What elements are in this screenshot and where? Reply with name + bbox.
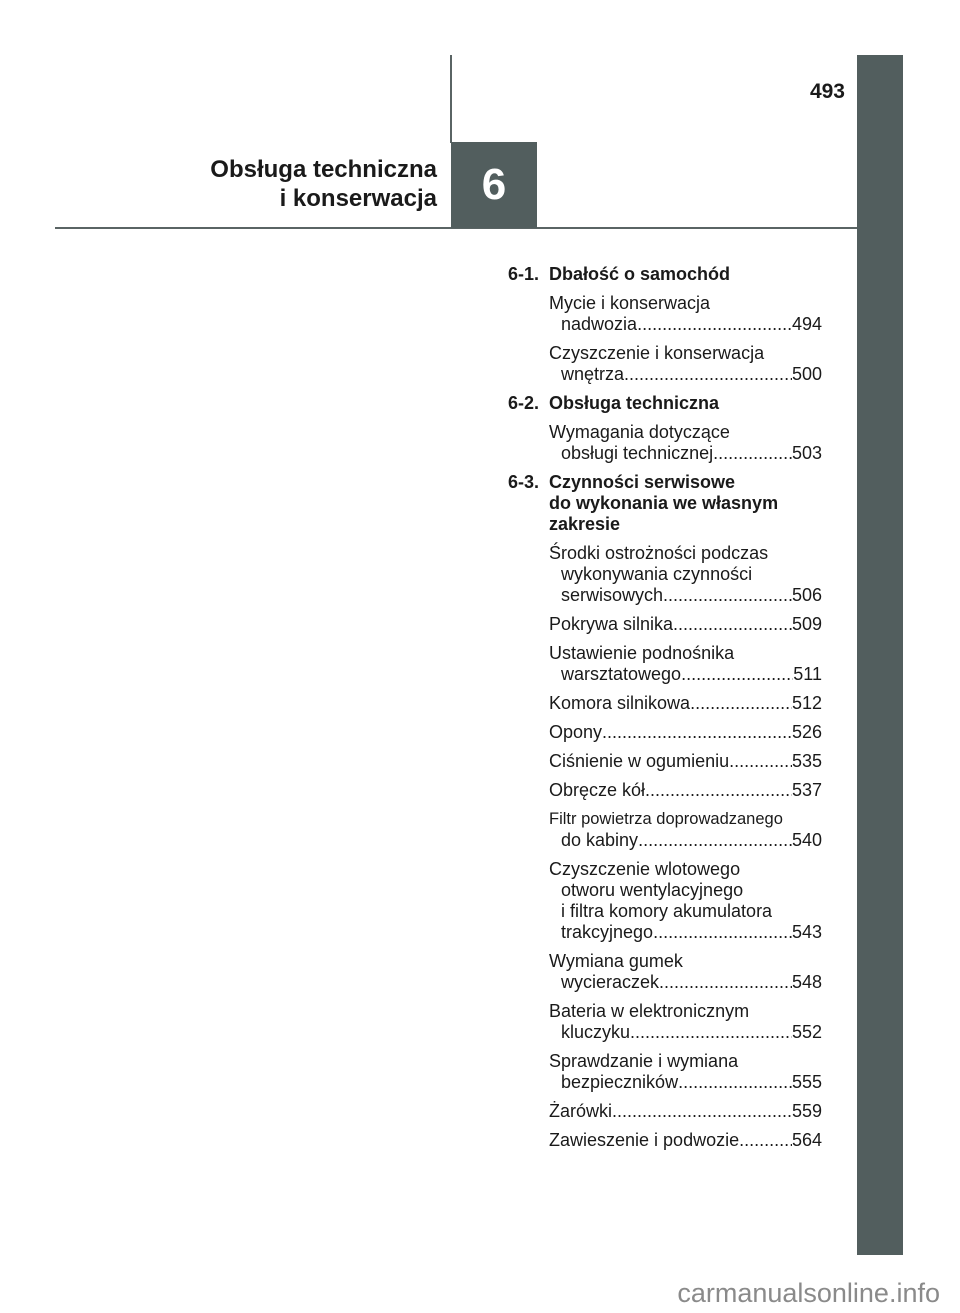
toc-entry-text: Czyszczenie wlotowego [549, 859, 741, 879]
section-title-line: zakresie [549, 514, 621, 534]
toc-entry[interactable] [549, 1001, 822, 1043]
toc-entry[interactable] [549, 343, 822, 385]
toc-entry-text: Bateria w elektronicznym [549, 1001, 750, 1021]
toc-entry[interactable] [549, 543, 822, 606]
toc-entry-text: Opony [549, 722, 603, 742]
toc-entry-last-line [549, 780, 822, 801]
toc-page-number[interactable]: 548 [791, 972, 822, 992]
toc-entry-text: serwisowych [561, 585, 664, 605]
toc-page-number[interactable]: 540 [791, 830, 822, 850]
chapter-title [210, 155, 437, 213]
toc-entry-text: i filtra komory akumulatora [561, 901, 773, 921]
dot-leader [612, 1101, 792, 1122]
dot-leader [681, 664, 793, 685]
toc-entry-last-line [549, 1072, 822, 1093]
toc-entry-last-line [549, 722, 822, 743]
section-number: 6-2. [508, 393, 540, 413]
dot-leader [729, 751, 792, 772]
chapter-side-tab [857, 55, 903, 1255]
toc-entry-text: kluczyku [561, 1022, 631, 1042]
toc-entry[interactable] [549, 951, 822, 993]
toc-entry-text: Wymagania dotyczące [549, 422, 730, 442]
toc-entry[interactable] [549, 1101, 822, 1122]
dot-leader [638, 830, 792, 851]
toc-entry[interactable] [549, 809, 822, 851]
dot-leader [624, 364, 792, 385]
toc-entry-text: bezpieczników [561, 1072, 679, 1092]
toc-entry-text: Żarówki [549, 1101, 613, 1121]
toc-entry[interactable] [549, 859, 822, 943]
toc-entry-text: wycieraczek [561, 972, 660, 992]
toc-entry-text: Komora silnikowa [549, 693, 691, 713]
toc-entry[interactable] [549, 614, 822, 635]
toc-entry-text: otworu wentylacyjnego [561, 880, 744, 900]
section-title-line: do wykonania we własnym [549, 493, 779, 513]
toc-entry-text: warsztatowego [561, 664, 682, 684]
toc-entry[interactable] [549, 643, 822, 685]
toc-page-number[interactable]: 494 [791, 314, 822, 334]
toc-entry-last-line [549, 922, 822, 943]
page-number: 493 [809, 80, 845, 103]
toc-entry-last-line [549, 751, 822, 772]
toc-entry-text: Ustawienie podnośnika [549, 643, 735, 663]
toc-entry-last-line [549, 614, 822, 635]
dot-leader [739, 1130, 792, 1151]
toc-entry-text: Czyszczenie i konserwacja [549, 343, 765, 363]
dot-leader [637, 314, 792, 335]
toc-entry-last-line [549, 1130, 822, 1151]
toc-page-number[interactable]: 506 [791, 585, 822, 605]
toc-entry-last-line [549, 364, 822, 385]
toc-entry-text: Zawieszenie i podwozie [549, 1130, 740, 1150]
toc-entry-text: Filtr powietrza doprowadzanego [549, 810, 783, 828]
toc-entry-text: trakcyjnego [561, 922, 654, 942]
toc-entry-last-line [549, 693, 822, 714]
chapter-number-box: 6 [451, 142, 537, 228]
toc-section-heading[interactable] [508, 393, 822, 414]
toc-page-number[interactable]: 526 [791, 722, 822, 742]
toc-entry[interactable] [549, 1051, 822, 1093]
toc-entry[interactable] [549, 1130, 822, 1151]
section-number: 6-3. [508, 472, 540, 492]
section-number: 6-1. [508, 264, 540, 284]
toc-page-number[interactable]: 555 [791, 1072, 822, 1092]
toc-entry-text: nadwozia [561, 314, 638, 334]
toc-entry-last-line [549, 443, 822, 464]
toc-entry-text: Środki ostrożności podczas [549, 543, 769, 563]
toc-page-number[interactable]: 552 [791, 1022, 822, 1042]
toc-section-heading[interactable] [508, 264, 822, 285]
toc-entry-text: Ciśnienie w ogumieniu [549, 751, 730, 771]
toc-entry-last-line [549, 585, 822, 606]
dot-leader [678, 1072, 792, 1093]
section-title [549, 264, 730, 285]
toc-entry-text: obsługi technicznej [561, 443, 714, 463]
dot-leader [602, 722, 792, 743]
toc-section-heading[interactable] [508, 472, 822, 535]
toc-entry[interactable] [549, 751, 822, 772]
toc-entry-last-line [549, 1101, 822, 1122]
toc-entry-text: Sprawdzanie i wymiana [549, 1051, 739, 1071]
chapter-title-line-1: Obsługa techniczna [210, 156, 437, 183]
toc-entry-text: Mycie i konserwacja [549, 293, 711, 313]
toc-page-number[interactable]: 535 [791, 751, 822, 771]
toc-entry-last-line [549, 314, 822, 335]
toc-entry-last-line [549, 972, 822, 993]
chapter-title-line-2: i konserwacja [279, 185, 437, 212]
table-of-contents [508, 264, 822, 1151]
dot-leader [663, 585, 792, 606]
toc-page-number[interactable]: 500 [791, 364, 822, 384]
toc-entry[interactable] [549, 293, 822, 335]
dot-leader [630, 1022, 792, 1043]
section-title [549, 393, 719, 414]
dot-leader [690, 693, 792, 714]
toc-page-number[interactable]: 543 [791, 922, 822, 942]
toc-entry-last-line [549, 664, 822, 685]
toc-entry-last-line [549, 1022, 822, 1043]
dot-leader [653, 922, 792, 943]
section-title-line: Obsługa techniczna [549, 393, 720, 413]
toc-page-number[interactable]: 537 [791, 780, 822, 800]
toc-page-number[interactable]: 511 [793, 664, 822, 684]
toc-page-number[interactable]: 509 [791, 614, 822, 634]
toc-entry[interactable] [549, 422, 822, 464]
toc-page-number[interactable]: 559 [791, 1101, 822, 1121]
toc-page-number[interactable]: 512 [791, 693, 822, 713]
toc-entry[interactable] [549, 693, 822, 714]
toc-entry-text: Wymiana gumek [549, 951, 683, 971]
header-vertical-divider [450, 55, 452, 143]
toc-entry-text: Pokrywa silnika [549, 614, 674, 634]
section-title-line: Czynności serwisowe [549, 472, 736, 492]
watermark: carmanualsonline.info [677, 1278, 940, 1308]
toc-page-number[interactable]: 503 [791, 443, 822, 463]
toc-entry-text: Obręcze kół [549, 780, 646, 800]
dot-leader [645, 780, 792, 801]
dot-leader [673, 614, 792, 635]
toc-entry[interactable] [549, 722, 822, 743]
toc-entry-text: do kabiny [561, 830, 639, 850]
dot-leader [659, 972, 792, 993]
section-title [549, 472, 778, 535]
section-title-line: Dbałość o samochód [549, 264, 731, 284]
dot-leader [713, 443, 792, 464]
toc-entry-text: wykonywania czynności [561, 564, 753, 584]
toc-page-number[interactable]: 564 [791, 1130, 822, 1150]
toc-entry-text: wnętrza [561, 364, 625, 384]
toc-entry-last-line [549, 830, 822, 851]
toc-entry[interactable] [549, 780, 822, 801]
